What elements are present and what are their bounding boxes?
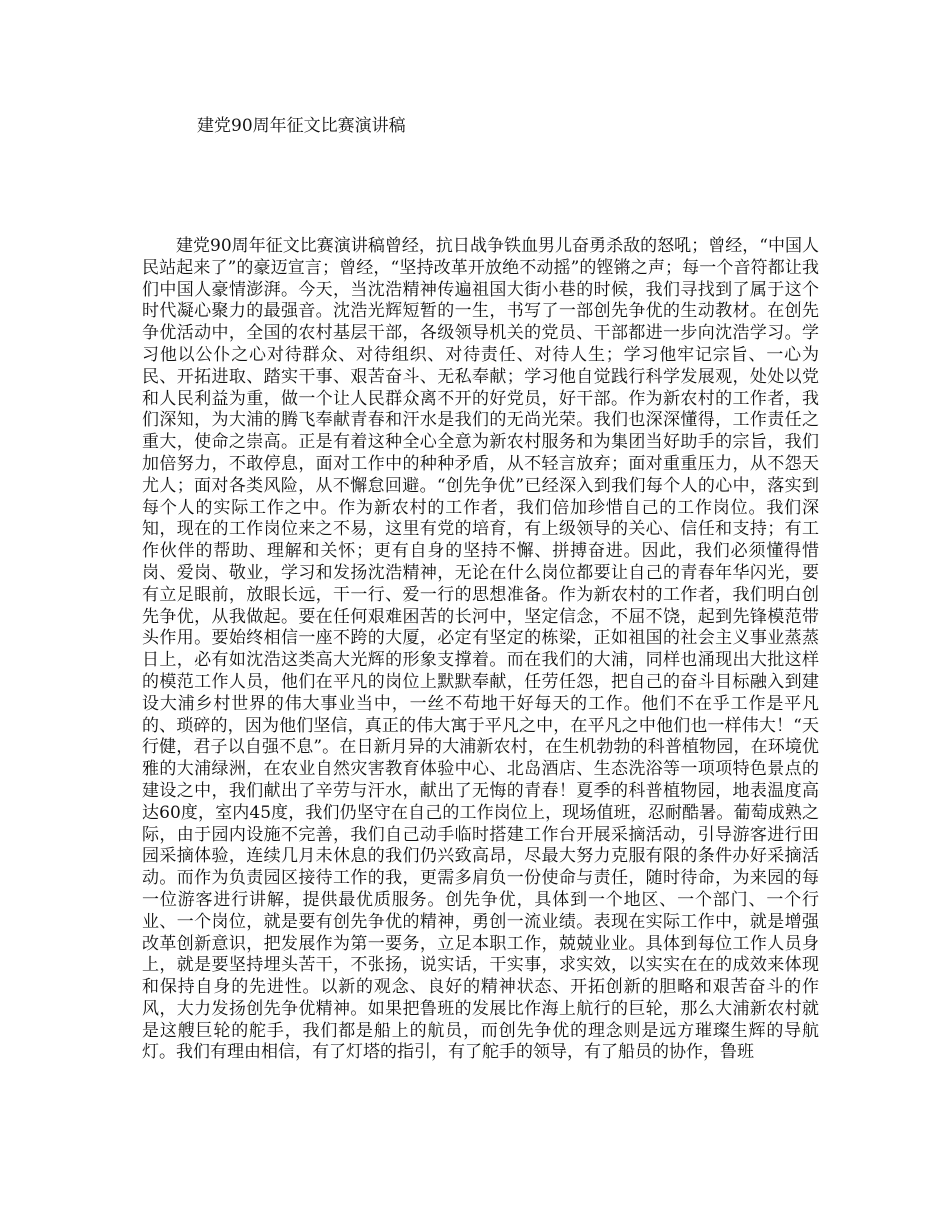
document-body-paragraph: 建党90周年征文比赛演讲稿曾经，抗日战争铁血男儿奋勇杀敌的怒吼；曾经，“中国人民站起来了”的豪迈宣言；曾经，“坚持改革开放绝不动摇”的铿锵之声；每一个音符都让我们中国人豪情澎湃。今天，当沈浩精神传遍祖国大街小巷的时候，我们寻找到了属于这个时代凝心聚力的最强音。沈浩光辉短暂的一生，书写了一部创先争优的生动教材。在创先争优活动中，全国的农村基层干部，各级领导机关的党员、干部都进一步向沈浩学习。学习他以公仆之心对待群众、对待组织、对待责任、对待人生；学习他牢记宗旨、一心为民、开拓进取、踏实干事、艰苦奋斗、无私奉献；学习他自觉践行科学发展观，处处以党和人民利益为重，做一个让人民群众离不开的好党员，好干部。作为新农村的工作者，我们深知，为大浦的腾飞奉献青春和汗水是我们的无尚光荣。我们也深深懂得，工作责任之重大，使命之崇高。正是有着这种全心全意为新农村服务和为集团当好助手的宗旨，我们加倍努力，不敢停息，面对工作中的种种矛盾，从不轻言放弃；面对重重压力，从不怨天尤人；面对各类风险，从不懈怠回避。“创先争优”已经深入到我们每个人的心中，落实到每个人的实际工作之中。作为新农村的工作者，我们倍加珍惜自己的工作岗位。我们深知，现在的工作岗位来之不易，这里有党的培育，有上级领导的关心、信任和支持；有工作伙伴的帮助、理解和关怀；更有自身的坚持不懈、拼搏奋进。因此，我们必须懂得惜岗、爱岗、敬业，学习和发扬沈浩精神，无论在什么岗位都要让自己的青春年华闪光，要有立足眼前，放眼长远，干一行、爱一行的思想准备。作为新农村的工作者，我们明白创先争优，从我做起。要在任何艰难困苦的长河中，坚定信念，不屈不饶，起到先锋模范带头作用。要始终相信一座不跨的大厦，必定有坚定的栋梁，正如祖国的社会主义事业蒸蒸日上，必有如沈浩这类高大光辉的形象支撑着。而在我们的大浦，同样也涌现出大批这样的模范工作人员，他们在平凡的岗位上默默奉献，任劳任怨，把自己的奋斗目标融入到建设大浦乡村世界的伟大事业当中，一丝不苟地干好每天的工作。他们不在乎工作是平凡的、琐碎的，因为他们坚信，真正的伟大寓于平凡之中，在平凡之中他们也一样伟大！“天行健，君子以自强不息”。在日新月异的大浦新农村，在生机勃勃的科普植物园，在环境优雅的大浦绿洲，在农业自然灾害教育体验中心、北岛酒店、生态洗浴等一项项特色景点的建设之中，我们献出了辛劳与汗水，献出了无悔的青春！夏季的科普植物园，地表温度高达60度，室内45度，我们仍坚守在自己的工作岗位上，现场值班，忍耐酷暑。葡萄成熟之际，由于园内设施不完善，我们自己动手临时搭建工作台开展采摘活动，引导游客进行田园采摘体验，连续几月未休息的我们仍兴致高昂，尽最大努力克服有限的条件办好采摘活动。而作为负责园区接待工作的我，更需多肩负一份使命与责任，随时待命，为来园的每一位游客进行讲解，提供最优质服务。创先争优，具体到一个地区、一个部门、一个行业、一个岗位，就是要有创先争优的精神，勇创一流业绩。表现在实际工作中，就是增强改革创新意识，把发展作为第一要务，立足本职工作，兢兢业业。具体到每位工作人员身上，就是要坚持埋头苦干，不张扬，说实话，干实事，求实效，以实实在在的成效来体现和保持自身的先进性。以新的观念、良好的精神状态、开拓创新的胆略和艰苦奋斗的作风，大力发扬创先争优精神。如果把鲁班的发展比作海上航行的巨轮，那么大浦新农村就是这艘巨轮的舵手，我们都是船上的航员，而创先争优的理念则是远方璀璨生辉的导航灯。我们有理由相信，有了灯塔的指引，有了舵手的领导，有了船员的协作，鲁班	[142, 236, 819, 1063]
document-title: 建党90周年征文比赛演讲稿	[197, 116, 406, 136]
